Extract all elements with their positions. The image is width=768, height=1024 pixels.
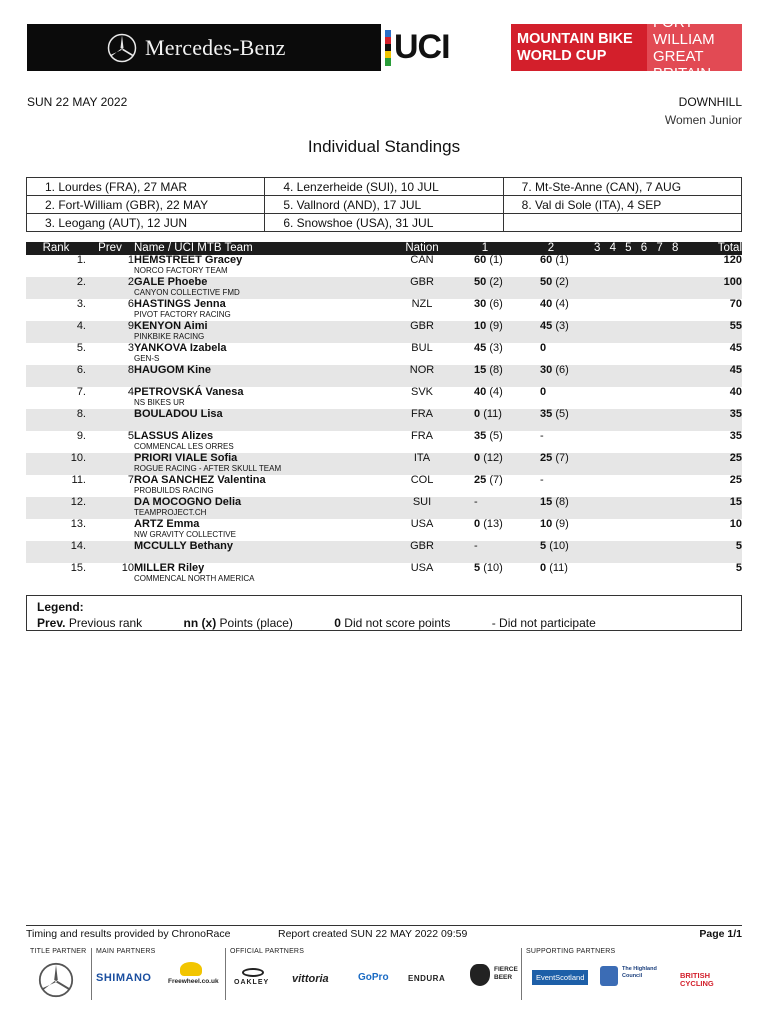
round-1-points: 0	[474, 452, 481, 464]
legend-prev-key: Prev.	[37, 616, 66, 630]
rider-name: MCCULLY Bethany	[134, 540, 234, 552]
round-2-place: (4)	[555, 298, 569, 310]
title-partner-label: TITLE PARTNER	[30, 948, 87, 955]
round-cell: 8. Val di Sole (ITA), 4 SEP	[503, 196, 741, 214]
rank-cell: 1.	[76, 254, 86, 266]
total-cell: 70	[729, 298, 742, 310]
round-2-cell	[518, 409, 584, 431]
round-1-cell	[452, 431, 518, 453]
round-1-cell	[452, 497, 518, 519]
table-row	[26, 343, 742, 365]
rank-cell: 10.	[26, 453, 86, 475]
table-row	[26, 497, 742, 519]
eventscotland-logo: EventScotland	[532, 970, 588, 985]
gopro-logo: GoPro	[358, 972, 389, 983]
nation-cell: FRA	[411, 430, 433, 442]
discipline: DOWNHILL	[678, 95, 742, 109]
rank-cell: 9.	[76, 430, 86, 442]
shimano-logo: SHIMANO	[96, 972, 152, 984]
legend-dash-desc: - Did not participate	[491, 616, 596, 630]
rider-name: KENYON Aimi	[134, 320, 208, 332]
nation-cell: SUI	[392, 497, 452, 519]
round-1-place: (7)	[489, 474, 503, 486]
round-2-place: (10)	[549, 540, 569, 552]
total-cell: 10	[729, 518, 742, 530]
rider-team: COMMENCAL LES ORRES	[134, 442, 234, 451]
mercedes-benz-logo	[27, 24, 381, 71]
rank-cell: 13.	[70, 518, 86, 530]
legend-prev-desc: Previous rank	[68, 616, 143, 630]
round-2-place: (6)	[555, 364, 569, 376]
partners-strip	[26, 948, 742, 1000]
total-cell: 25	[729, 474, 742, 486]
nation-cell: BUL	[411, 342, 433, 354]
total-cell: 35	[692, 409, 742, 431]
round-2-points: 40	[540, 298, 553, 310]
col-rounds-3-8: 3 4 5 6 7 8	[584, 242, 692, 255]
round-1-place: (2)	[489, 276, 503, 288]
uci-stripes-icon	[385, 30, 391, 66]
prev-rank-cell: 5	[127, 430, 134, 442]
round-2-cell	[518, 519, 584, 541]
round-2-place: (3)	[555, 320, 569, 332]
col-nation: Nation	[392, 242, 452, 255]
round-2-cell	[518, 343, 584, 365]
round-2-points: 25	[540, 452, 553, 464]
brand-name: Mercedes-Benz	[145, 34, 286, 60]
round-1-cell	[452, 519, 518, 541]
rounds-3-8-cell	[584, 365, 692, 387]
round-2-cell	[518, 563, 584, 585]
rider-team: PIVOT FACTORY RACING	[134, 310, 231, 319]
prev-rank-cell	[86, 453, 134, 475]
rider-cell	[134, 277, 392, 299]
supporting-partners-label: SUPPORTING PARTNERS	[526, 948, 616, 955]
rider-cell	[134, 453, 392, 475]
round-2-cell	[518, 475, 584, 497]
round-1-place: (12)	[483, 452, 503, 464]
rider-name: ROA SANCHEZ Valentina	[134, 474, 266, 486]
round-1-place: (10)	[483, 562, 503, 574]
round-2-points: 0	[540, 562, 547, 574]
round-1-cell	[452, 277, 518, 299]
round-2-cell	[518, 387, 584, 409]
round-1-cell	[452, 475, 518, 497]
round-2-cell	[518, 365, 584, 387]
prev-rank-cell: 1	[127, 254, 134, 266]
rider-team: COMMENCAL NORTH AMERICA	[134, 574, 255, 583]
table-row	[26, 431, 742, 453]
uci-text: UCI	[394, 28, 450, 66]
round-2-points: 0	[540, 342, 547, 354]
round-2-points: 15	[540, 496, 553, 508]
table-row	[26, 541, 742, 563]
round-1-cell	[452, 343, 518, 365]
round-1-cell	[452, 255, 518, 277]
prev-rank-cell	[86, 497, 134, 519]
table-row	[26, 387, 742, 409]
round-cell: 3. Leogang (AUT), 12 JUN	[27, 214, 265, 232]
round-2-points: 45	[540, 320, 553, 332]
rounds-3-8-cell	[584, 541, 692, 563]
rank-cell: 2.	[26, 277, 86, 299]
rounds-3-8-cell	[584, 431, 692, 453]
rank-cell: 8.	[26, 409, 86, 431]
freewheel-logo: Freewheel.co.uk	[168, 978, 219, 985]
round-2-points: -	[540, 474, 544, 486]
nation-cell: COL	[410, 474, 434, 486]
rider-name: YANKOVA Izabela	[134, 342, 227, 354]
round-1-points: -	[474, 496, 478, 508]
nation-cell: GBR	[392, 541, 452, 563]
prev-rank-cell	[86, 519, 134, 541]
round-1-points: 10	[474, 320, 487, 332]
table-row	[26, 475, 742, 497]
round-2-place: (1)	[555, 254, 569, 266]
vittoria-logo: vittoria	[292, 973, 329, 985]
total-cell: 55	[692, 321, 742, 343]
highland-council-logo: The Highland Council	[622, 966, 657, 979]
rider-team: NS BIKES UR	[134, 398, 185, 407]
nation-cell: GBR	[392, 277, 452, 299]
round-2-place: (2)	[555, 276, 569, 288]
round-cell: 6. Snowshoe (USA), 31 JUL	[265, 214, 503, 232]
round-1-cell	[452, 563, 518, 585]
round-1-place: (9)	[489, 320, 503, 332]
round-1-points: -	[474, 540, 478, 552]
rank-cell: 11.	[71, 474, 86, 486]
nation-cell: USA	[410, 518, 434, 530]
total-cell: 120	[723, 254, 742, 266]
rank-cell: 4.	[26, 321, 86, 343]
main-partners-group	[92, 948, 226, 1000]
round-cell: 5. Vallnord (AND), 17 JUL	[265, 196, 503, 214]
round-1-points: 40	[474, 386, 487, 398]
venue-line-2: GREAT BRITAIN	[653, 47, 712, 82]
rider-team: NW GRAVITY COLLECTIVE	[134, 530, 236, 539]
round-1-place: (8)	[489, 364, 503, 376]
table-row	[26, 299, 742, 321]
col-prev: Prev	[86, 242, 134, 255]
nation-cell: NZL	[411, 298, 433, 310]
total-cell: 100	[692, 277, 742, 299]
round-2-place: (8)	[555, 496, 569, 508]
table-row	[26, 365, 742, 387]
rider-team: ROGUE RACING - AFTER SKULL TEAM	[134, 464, 282, 473]
rank-cell: 14.	[26, 541, 86, 563]
rider-team: GEN-S	[134, 354, 160, 363]
rounds-3-8-cell	[584, 255, 692, 277]
round-cell: 2. Fort-William (GBR), 22 MAY	[27, 196, 265, 214]
round-2-cell	[518, 321, 584, 343]
footer-divider	[26, 925, 742, 926]
rounds-3-8-cell	[584, 409, 692, 431]
round-1-place: (11)	[483, 408, 502, 420]
page-title: Individual Standings	[307, 137, 461, 156]
rounds-3-8-cell	[584, 387, 692, 409]
round-1-points: 25	[474, 474, 487, 486]
round-cell	[503, 214, 741, 232]
round-cell: 7. Mt-Ste-Anne (CAN), 7 AUG	[503, 178, 741, 196]
nation-cell: USA	[410, 562, 434, 574]
fierce-lion-icon	[470, 964, 490, 986]
oakley-logo: OAKLEY	[234, 979, 270, 986]
round-1-cell	[452, 387, 518, 409]
venue-line-1: FORT WILLIAM	[653, 13, 715, 48]
rounds-3-8-cell	[584, 299, 692, 321]
rider-name: PRIORI VIALE Sofia	[134, 452, 238, 464]
category: Women Junior	[664, 113, 742, 127]
rounds-3-8-cell	[584, 343, 692, 365]
round-1-place: (13)	[483, 518, 503, 530]
freewheel-wing-icon	[180, 962, 202, 976]
round-1-cell	[452, 541, 518, 563]
round-2-cell	[518, 453, 584, 475]
prev-rank-cell: 4	[127, 386, 134, 398]
world-cup-block	[511, 24, 647, 71]
rider-cell	[134, 387, 392, 409]
rounds-3-8-cell	[584, 277, 692, 299]
round-2-cell	[518, 255, 584, 277]
rank-cell: 5.	[76, 342, 86, 354]
round-2-points: 35	[540, 408, 553, 420]
round-1-place: (5)	[489, 430, 503, 442]
round-2-place: (9)	[555, 518, 569, 530]
nation-cell: NOR	[392, 365, 452, 387]
round-2-cell	[518, 497, 584, 519]
round-1-place: (4)	[489, 386, 503, 398]
rounds-table	[26, 177, 742, 232]
round-2-cell	[518, 277, 584, 299]
round-2-points: 60	[540, 254, 553, 266]
round-1-points: 15	[474, 364, 487, 376]
round-1-points: 0	[474, 408, 481, 420]
fierce-beer-logo: FIERCE BEER	[494, 966, 518, 981]
round-cell: 4. Lenzerheide (SUI), 10 JUL	[265, 178, 503, 196]
rider-name: BOULADOU Lisa	[134, 408, 223, 420]
prev-rank-cell: 3	[127, 342, 134, 354]
round-1-points: 5	[474, 562, 481, 574]
rank-cell: 12.	[26, 497, 86, 519]
rank-cell: 6.	[26, 365, 86, 387]
round-2-cell	[518, 431, 584, 453]
round-2-points: 10	[540, 518, 553, 530]
prev-rank-cell	[86, 541, 134, 563]
round-2-points: 0	[540, 386, 547, 398]
rider-name: HEMSTREET Gracey	[134, 254, 243, 266]
round-1-cell	[452, 321, 518, 343]
rider-name: PETROVSKÁ Vanesa	[134, 386, 244, 398]
legend-box	[26, 595, 742, 631]
round-2-points: -	[540, 430, 544, 442]
round-1-cell	[452, 299, 518, 321]
legend-row	[37, 616, 731, 630]
nation-cell: CAN	[410, 254, 434, 266]
rider-cell	[134, 365, 392, 387]
rider-name: HASTINGS Jenna	[134, 298, 226, 310]
rider-team: PINKBIKE RACING	[134, 332, 205, 341]
round-1-points: 45	[474, 342, 487, 354]
table-row	[26, 277, 742, 299]
header-banner	[27, 13, 742, 82]
nation-cell: SVK	[410, 386, 433, 398]
round-1-points: 30	[474, 298, 487, 310]
prev-rank-cell: 2	[86, 277, 134, 299]
total-cell: 5	[735, 562, 742, 574]
highland-council-crest-icon	[600, 966, 618, 986]
prev-rank-cell: 7	[127, 474, 134, 486]
footer-timing: Timing and results provided by ChronoRace	[26, 928, 231, 940]
round-2-place: (5)	[555, 408, 569, 420]
event-line-1: MOUNTAIN BIKE	[517, 30, 633, 47]
rider-team: NORCO FACTORY TEAM	[134, 266, 228, 275]
rider-cell	[134, 321, 392, 343]
nation-cell: GBR	[392, 321, 452, 343]
rider-name: LASSUS Alizes	[134, 430, 214, 442]
rounds-3-8-cell	[584, 453, 692, 475]
round-2-place: (7)	[555, 452, 569, 464]
round-1-place: (6)	[489, 298, 503, 310]
rider-name: GALE Phoebe	[134, 276, 208, 288]
main-partners-label: MAIN PARTNERS	[96, 948, 156, 955]
round-2-place: (11)	[549, 562, 568, 574]
official-partners-label: OFFICIAL PARTNERS	[230, 948, 305, 955]
rider-cell	[134, 255, 392, 277]
round-1-place: (1)	[489, 254, 503, 266]
prev-rank-cell: 10	[121, 562, 134, 574]
event-date: SUN 22 MAY 2022	[27, 95, 128, 109]
table-row	[26, 519, 742, 541]
supporting-partners-group	[522, 948, 742, 1000]
rider-cell	[134, 431, 392, 453]
rounds-3-8-cell	[584, 563, 692, 585]
total-cell: 15	[692, 497, 742, 519]
rider-cell	[134, 497, 392, 519]
rider-team: CANYON COLLECTIVE FMD	[134, 288, 240, 297]
total-cell: 25	[692, 453, 742, 475]
legend-points-desc: Points (place)	[219, 616, 293, 630]
col-round-1: 1	[452, 242, 518, 255]
rider-name: MILLER Riley	[134, 562, 205, 574]
official-partners-group	[226, 948, 522, 1000]
prev-rank-cell: 8	[86, 365, 134, 387]
total-cell: 45	[692, 365, 742, 387]
round-1-points: 35	[474, 430, 487, 442]
total-cell: 40	[729, 386, 742, 398]
round-1-place: (3)	[489, 342, 503, 354]
rounds-row	[27, 196, 742, 214]
legend-zero-key: 0	[334, 616, 341, 630]
total-cell: 45	[729, 342, 742, 354]
rider-cell	[134, 563, 392, 585]
prev-rank-cell: 9	[86, 321, 134, 343]
round-1-cell	[452, 409, 518, 431]
rounds-3-8-cell	[584, 497, 692, 519]
event-line-2: WORLD CUP	[517, 47, 607, 64]
col-round-2: 2	[518, 242, 584, 255]
round-2-cell	[518, 541, 584, 563]
round-1-cell	[452, 365, 518, 387]
rider-cell	[134, 409, 392, 431]
table-row	[26, 255, 742, 277]
rider-cell	[134, 343, 392, 365]
rider-name: ARTZ Emma	[134, 518, 200, 530]
rider-cell	[134, 519, 392, 541]
rider-name: HAUGOM Kine	[134, 364, 211, 376]
footer-report: Report created SUN 22 MAY 2022 09:59	[278, 928, 468, 940]
rank-cell: 7.	[76, 386, 86, 398]
mercedes-star-icon	[107, 33, 137, 63]
venue-block	[647, 13, 742, 82]
rounds-3-8-cell	[584, 519, 692, 541]
col-name: Name / UCI MTB Team	[134, 242, 392, 255]
legend-zero-desc: Did not score points	[344, 616, 451, 630]
nation-cell: ITA	[392, 453, 452, 475]
rounds-row	[27, 214, 742, 232]
round-2-cell	[518, 299, 584, 321]
round-2-points: 5	[540, 540, 547, 552]
endura-logo: ENDURA	[408, 974, 446, 983]
col-total: Total	[692, 242, 742, 255]
table-row	[26, 453, 742, 475]
standings-table	[26, 242, 742, 585]
title-partner-group	[26, 948, 92, 1000]
table-row	[26, 321, 742, 343]
uci-logo	[381, 24, 511, 71]
rider-name: DA MOCOGNO Delia	[134, 496, 242, 508]
round-1-points: 50	[474, 276, 487, 288]
table-row	[26, 563, 742, 585]
rounds-row	[27, 178, 742, 196]
footer-page: Page 1/1	[699, 928, 742, 940]
mercedes-star-icon	[38, 962, 74, 998]
total-cell: 35	[729, 430, 742, 442]
rider-team: PROBUILDS RACING	[134, 486, 214, 495]
table-row	[26, 409, 742, 431]
legend-title: Legend:	[37, 600, 84, 614]
round-1-points: 0	[474, 518, 481, 530]
rider-cell	[134, 299, 392, 321]
rider-team: TEAMPROJECT.CH	[134, 508, 207, 517]
round-1-points: 60	[474, 254, 487, 266]
prev-rank-cell	[86, 409, 134, 431]
rank-cell: 15.	[70, 562, 86, 574]
total-cell: 5	[692, 541, 742, 563]
rounds-3-8-cell	[584, 321, 692, 343]
round-2-points: 50	[540, 276, 553, 288]
british-cycling-logo: BRITISH CYCLING	[680, 971, 714, 988]
rider-cell	[134, 475, 392, 497]
nation-cell: FRA	[392, 409, 452, 431]
legend-points-key: nn (x)	[183, 616, 217, 630]
rank-cell: 3.	[76, 298, 86, 310]
col-rank: Rank	[26, 242, 86, 255]
prev-rank-cell: 6	[127, 298, 134, 310]
round-1-cell	[452, 453, 518, 475]
round-cell: 1. Lourdes (FRA), 27 MAR	[27, 178, 265, 196]
rider-cell	[134, 541, 392, 563]
oakley-ellipse-icon	[242, 968, 264, 977]
round-2-points: 30	[540, 364, 553, 376]
rounds-3-8-cell	[584, 475, 692, 497]
